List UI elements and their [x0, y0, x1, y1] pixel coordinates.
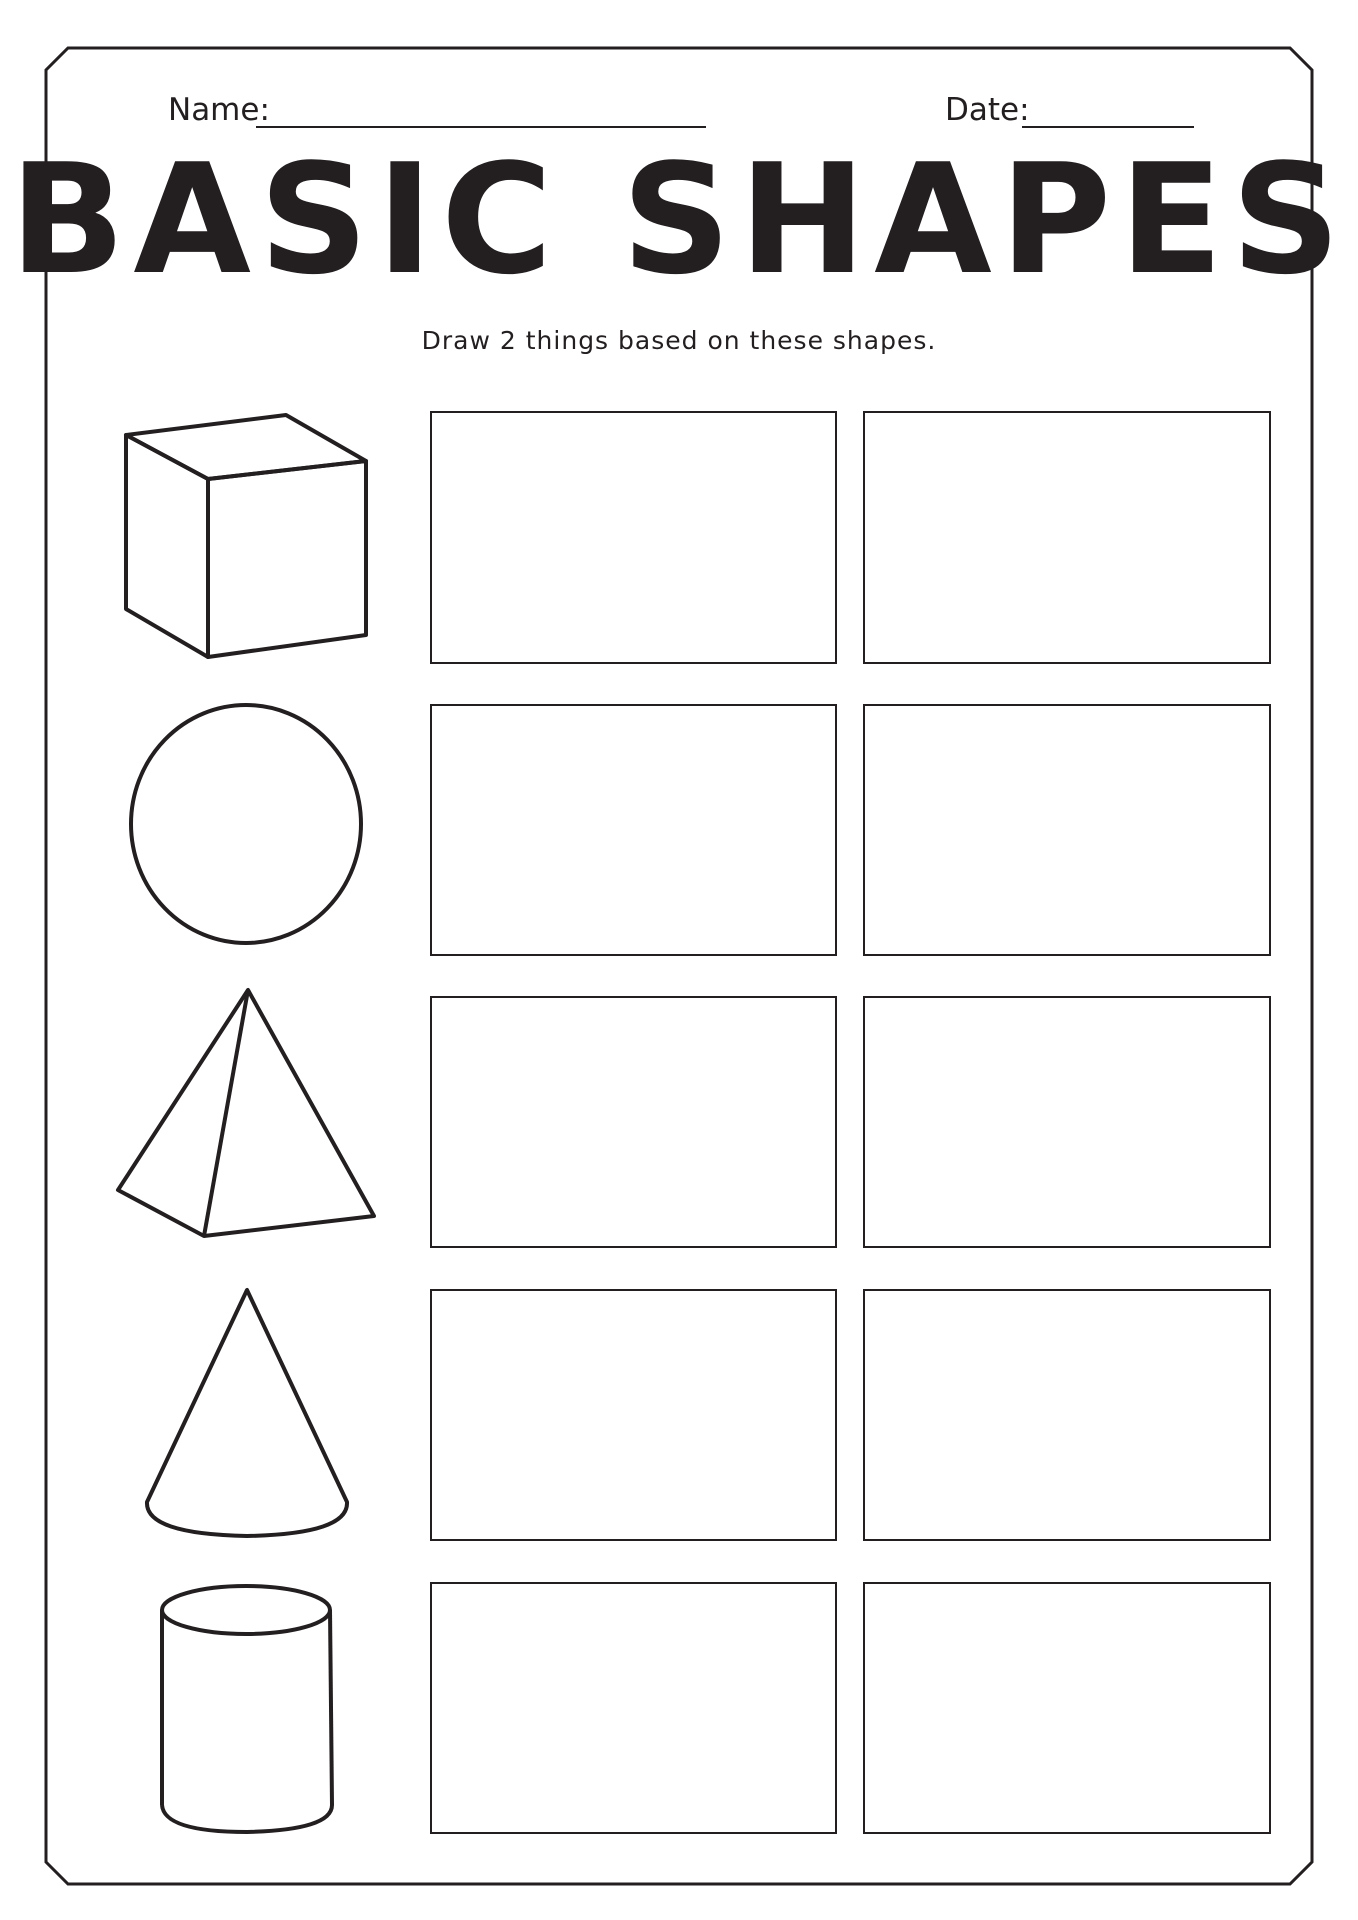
date-field[interactable]: [1022, 126, 1194, 128]
page-title: BASIC SHAPES: [9, 131, 1349, 308]
cone-icon: [135, 1280, 365, 1550]
cylinder-icon: [150, 1580, 350, 1840]
drawing-box-cube-1[interactable]: [430, 411, 837, 664]
sphere-icon: [120, 700, 370, 950]
cube-icon: [110, 405, 380, 670]
drawing-box-cube-2[interactable]: [863, 411, 1271, 664]
drawing-box-cone-1[interactable]: [430, 1289, 837, 1541]
drawing-box-cylinder-2[interactable]: [863, 1582, 1271, 1834]
drawing-box-pyramid-1[interactable]: [430, 996, 837, 1248]
name-label: Name:: [168, 92, 270, 128]
instruction-text: Draw 2 things based on these shapes.: [421, 326, 937, 355]
drawing-box-sphere-1[interactable]: [430, 704, 837, 956]
drawing-box-cone-2[interactable]: [863, 1289, 1271, 1541]
drawing-box-sphere-2[interactable]: [863, 704, 1271, 956]
name-field[interactable]: [256, 126, 706, 128]
pyramid-icon: [108, 980, 388, 1250]
drawing-box-cylinder-1[interactable]: [430, 1582, 837, 1834]
drawing-box-pyramid-2[interactable]: [863, 996, 1271, 1248]
date-label: Date:: [945, 92, 1030, 128]
